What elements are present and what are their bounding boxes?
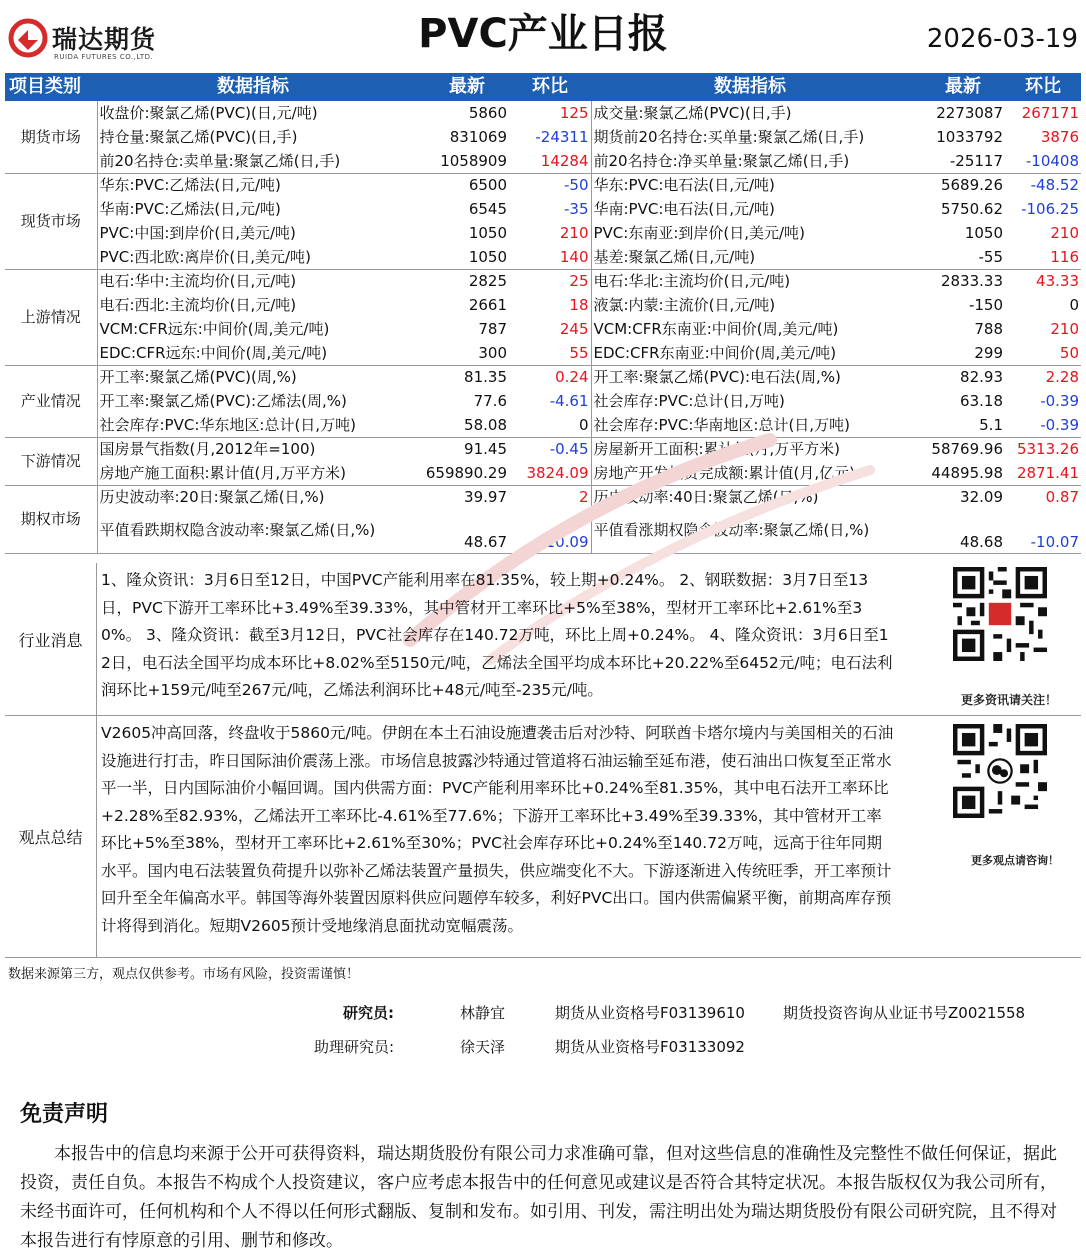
indicator-name-right: 期货前20名持仓:买单量:聚氯乙烯(日,手) [593, 128, 865, 146]
indicator-name-left: 历史波动率:20日:聚氯乙烯(日,%) [99, 488, 325, 507]
table-row [5, 509, 1081, 553]
assistant-name: 徐天泽 [460, 1038, 506, 1056]
industry-news-text: 1、隆众资讯：3月6日至12日，中国PVC产能利用率在81.35%，较上期+0.24%。 2、钢联数据：3月7日至13日，PVC下游开工率环比+3.49%至39.33%，其中管材开工率环比+5%至38%，型材开工率环比+2.61%至30%。 3、隆众资讯：截至3月12日，PVC社会库存在140.72万吨，环比上周+0.24%。 4、隆众资讯：3月6日至12日，电石法全国平均成本环比+8.02%至5150元/吨，乙烯法全国平均成本环比+20.22%至6452元/吨；电石法利润环比+159元/吨至267元/吨，乙烯法利润环比+48元/吨至-235元/吨。 [101, 571, 893, 699]
table-row [5, 341, 1081, 365]
change-value-left: 55 [509, 341, 591, 365]
change-value-left: -0.45 [509, 437, 591, 461]
change-value-left: -35 [509, 197, 591, 221]
indicator-name-left: 电石:华中:主流均价(日,元/吨) [99, 272, 297, 291]
table-row [5, 125, 1081, 149]
change-value-left: 210 [509, 221, 591, 245]
latest-value-right: -25117 [909, 149, 1005, 173]
indicator-name-left: VCM:CFR远东:中间价(周,美元/吨) [99, 320, 330, 338]
latest-value-left: 1050 [468, 224, 507, 242]
header-latest-left: 最新 [409, 73, 509, 101]
change-value-right: 116 [1005, 245, 1081, 269]
latest-value-left: 1058909 [409, 149, 509, 173]
latest-value-right: 63.18 [960, 392, 1003, 410]
latest-value-left: 6500 [468, 176, 507, 195]
indicator-name-left: PVC:西北欧:离岸价(日,美元/吨) [97, 245, 409, 269]
indicator-name-right: 社会库存:PVC:总计(日,万吨) [593, 392, 785, 410]
latest-value-right: 58769.96 [931, 440, 1003, 459]
change-value-left: 140 [509, 245, 591, 269]
latest-value-left: 81.35 [464, 368, 507, 387]
change-value-left: -4.61 [509, 389, 591, 413]
latest-value-right: 44895.98 [909, 461, 1005, 485]
latest-value-left: 300 [409, 341, 509, 365]
indicator-name-left: 收盘价:聚氯乙烯(PVC)(日,元/吨) [99, 104, 318, 122]
researcher-row [0, 1002, 1086, 1024]
change-value-right: -0.39 [1040, 392, 1079, 410]
table-body [5, 101, 1081, 553]
researcher-consult-license: 期货投资咨询从业证书号Z0021558 [783, 1004, 1026, 1022]
latest-value-right: 82.93 [960, 368, 1003, 387]
change-value-left: 25 [509, 269, 591, 293]
table-row [5, 485, 1081, 509]
table-row [5, 365, 1081, 389]
indicator-name-right: EDC:CFR东南亚:中间价(周,美元/吨) [591, 341, 909, 365]
indicator-name-right: 华东:PVC:电石法(日,元/吨) [593, 176, 775, 195]
latest-value-left: 831069 [449, 128, 507, 146]
table-row [5, 317, 1081, 341]
change-value-left: 2 [509, 485, 591, 509]
indicator-name-left: 开工率:聚氯乙烯(PVC):乙烯法(周,%) [99, 392, 347, 410]
change-value-left: -24311 [509, 125, 591, 149]
researcher-license: 期货从业资格号F03139610 [555, 1004, 745, 1022]
latest-value-right: 5689.26 [940, 176, 1003, 195]
header-change-right: 环比 [1005, 73, 1081, 101]
change-value-right: 267171 [1021, 104, 1079, 122]
category-cell: 现货市场 [5, 173, 97, 269]
indicator-name-right: 历史波动率:40日:聚氯乙烯(日,%) [593, 488, 819, 507]
industry-news-section [5, 563, 1081, 716]
latest-value-right: 299 [909, 341, 1005, 365]
change-value-left: -50 [509, 173, 591, 197]
latest-value-right: -55 [909, 245, 1005, 269]
indicator-name-right: 房屋新开工面积:累计值(月,万平方米) [593, 440, 841, 459]
qr-caption-news: 更多资讯请关注！ [961, 693, 1058, 707]
indicator-name-right: PVC:东南亚:到岸价(日,美元/吨) [593, 224, 805, 242]
report-header [0, 0, 1086, 68]
change-value-left: 3824.09 [509, 461, 591, 485]
table-row [5, 389, 1081, 413]
header-indicator-left: 数据指标 [97, 73, 409, 101]
indicator-name-right: 基差:聚氯乙烯(日,元/吨) [591, 245, 909, 269]
indicator-name-right: 房地产开发投资完成额:累计值(月,亿元) [591, 461, 909, 485]
latest-value-left: 6545 [468, 200, 507, 218]
change-value-right: -0.39 [1005, 413, 1081, 437]
latest-value-right: 5750.62 [940, 200, 1003, 218]
header-change-left: 环比 [509, 73, 591, 101]
category-cell: 期权市场 [5, 485, 97, 553]
latest-value-right: 32.09 [960, 488, 1003, 507]
qr-code-icon[interactable] [953, 567, 1047, 661]
indicator-name-left: 电石:西北:主流均价(日,元/吨) [99, 296, 297, 314]
change-value-left: 14284 [509, 149, 591, 173]
indicator-name-left: 社会库存:PVC:华东地区:总计(日,万吨) [97, 413, 409, 437]
latest-value-left: 91.45 [464, 440, 507, 459]
indicator-name-right: 平值看涨期权隐含波动率:聚氯乙烯(日,%) [591, 509, 909, 553]
latest-value-left: 77.6 [473, 392, 507, 410]
latest-value-left: 58.08 [409, 413, 509, 437]
indicator-table [5, 73, 1081, 554]
header-category: 项目类别 [5, 73, 97, 101]
change-value-left: 0.24 [509, 365, 591, 389]
logo-en-text: RUIDA FUTURES CO.,LTD. [54, 53, 154, 61]
latest-value-left: 787 [478, 320, 507, 338]
header-indicator-right: 数据指标 [591, 73, 909, 101]
table-row [5, 221, 1081, 245]
researcher-name: 林静宜 [460, 1004, 506, 1022]
latest-value-right: 788 [974, 320, 1003, 338]
indicator-name-right: 前20名持仓:净买单量:聚氯乙烯(日,手) [591, 149, 909, 173]
assistant-license: 期货从业资格号F03133092 [555, 1038, 745, 1056]
latest-value-right: 48.68 [909, 509, 1005, 553]
indicator-name-left: 房地产施工面积:累计值(月,万平方米) [97, 461, 409, 485]
indicator-name-left: 前20名持仓:卖单量:聚氯乙烯(日,手) [97, 149, 409, 173]
change-value-right: -10408 [1005, 149, 1081, 173]
indicator-name-right: 开工率:聚氯乙烯(PVC):电石法(周,%) [593, 368, 841, 387]
category-cell: 下游情况 [5, 437, 97, 485]
disclaimer-title: 免责声明 [20, 1102, 109, 1127]
assistant-row [0, 1036, 1086, 1058]
latest-value-left: 659890.29 [409, 461, 509, 485]
indicator-name-left: 平值看跌期权隐含波动率:聚氯乙烯(日,%) [97, 509, 409, 553]
indicator-name-left: PVC:中国:到岸价(日,美元/吨) [99, 224, 296, 242]
indicator-name-right: 社会库存:PVC:华南地区:总计(日,万吨) [591, 413, 909, 437]
category-cell: 上游情况 [5, 269, 97, 365]
wechat-qr-code-icon[interactable] [953, 724, 1047, 818]
change-value-right: -48.52 [1030, 176, 1079, 195]
indicator-name-left: 国房景气指数(月,2012年=100) [99, 440, 316, 459]
latest-value-left: 5860 [468, 104, 507, 122]
table-row [5, 437, 1081, 461]
report-date: 2026-03-19 [926, 24, 1078, 54]
view-summary-label: 观点总结 [5, 716, 97, 957]
indicator-name-left: EDC:CFR远东:中间价(周,美元/吨) [97, 341, 409, 365]
logo-cn-text: 瑞达期货 [52, 25, 157, 54]
change-value-right: 3876 [1040, 128, 1079, 146]
table-row [5, 101, 1081, 125]
latest-value-right: 2273087 [936, 104, 1003, 122]
latest-value-right: -150 [968, 296, 1003, 314]
change-value-right: 43.33 [1036, 272, 1079, 291]
change-value-right: -106.25 [1021, 200, 1079, 218]
latest-value-left: 2661 [468, 296, 507, 314]
indicator-name-left: 持仓量:聚氯乙烯(PVC)(日,手) [99, 128, 298, 146]
change-value-left: -10.09 [509, 509, 591, 553]
latest-value-left: 48.67 [409, 509, 509, 553]
header-latest-right: 最新 [909, 73, 1005, 101]
view-summary-section [5, 716, 1081, 958]
latest-value-right: 5.1 [909, 413, 1005, 437]
indicator-name-right: 液氯:内蒙:主流价(日,元/吨) [593, 296, 776, 314]
report-title: PVC产业日报 [418, 11, 668, 57]
latest-value-left: 1050 [409, 245, 509, 269]
researcher-label: 研究员: [343, 1004, 394, 1022]
latest-value-left: 39.97 [464, 488, 507, 507]
change-value-right: 210 [1050, 320, 1079, 338]
change-value-right: 0 [1069, 296, 1079, 314]
data-source-note: 数据来源第三方，观点仅供参考。市场有风险，投资需谨慎！ [8, 967, 360, 982]
table-row [5, 245, 1081, 269]
table-row [5, 293, 1081, 317]
category-cell: 产业情况 [5, 365, 97, 437]
table-row [5, 413, 1081, 437]
category-cell: 期货市场 [5, 101, 97, 173]
indicator-name-right: 华南:PVC:电石法(日,元/吨) [593, 200, 775, 218]
change-value-right: -10.07 [1005, 509, 1081, 553]
table-row [5, 197, 1081, 221]
latest-value-left: 2825 [468, 272, 507, 291]
view-summary-text: V2605冲高回落，终盘收于5860元/吨。伊朗在本土石油设施遭袭击后对沙特、阿联酋卡塔尔境内与美国相关的石油设施进行打击，昨日国际油价震荡上涨。市场信息披露沙特通过管道将石油运输至延布港，使石油出口恢复至正常水平一半，日内国际油价小幅回调。国内供需方面：PVC产能利用率环比+0.24%至81.35%，其中电石法开工率环比+2.28%至82.93%，乙烯法开工率环比-4.61%至77.6%；下游开工率环比+3.49%至39.33%，其中管材开工率环比+5%至38%，型材开工率环比+2.61%至30%；PVC社会库存环比+0.24%至140.72万吨，远高于往年同期水平。国内电石法装置负荷提升以弥补乙烯法装置产量损失，供应端变化不大。下游逐渐进入传统旺季，开工率预计回升至全年偏高水平。韩国等海外装置因原料供应问题停车较多，利好PVC出口。国内供需偏紧平衡，前期高库存预计将得到消化。短期V2605预计受地缘消息面扰动宽幅震荡。 [101, 724, 894, 935]
industry-news-label: 行业消息 [5, 563, 97, 715]
indicator-name-right: 电石:华北:主流均价(日,元/吨) [593, 272, 791, 291]
indicator-name-left: 开工率:聚氯乙烯(PVC)(周,%) [99, 368, 297, 387]
change-value-right: 210 [1050, 224, 1079, 242]
table-row [5, 149, 1081, 173]
indicator-name-right: 成交量:聚氯乙烯(PVC)(日,手) [593, 104, 792, 122]
table-row [5, 461, 1081, 485]
indicator-name-left: 华东:PVC:乙烯法(日,元/吨) [99, 176, 281, 195]
latest-value-right: 1050 [964, 224, 1003, 242]
indicator-name-right: VCM:CFR东南亚:中间价(周,美元/吨) [593, 320, 839, 338]
change-value-right: 2.28 [1045, 368, 1079, 387]
change-value-right: 2871.41 [1005, 461, 1081, 485]
change-value-left: 125 [509, 101, 591, 125]
change-value-left: 18 [509, 293, 591, 317]
change-value-left: 245 [509, 317, 591, 341]
indicator-name-left: 华南:PVC:乙烯法(日,元/吨) [99, 200, 281, 218]
change-value-right: 50 [1005, 341, 1081, 365]
assistant-label: 助理研究员: [313, 1038, 394, 1056]
disclaimer-text: 本报告中的信息均来源于公开可获得资料，瑞达期货股份有限公司力求准确可靠，但对这些信息的准确性及完整性不做任何保证，据此投资，责任自负。本报告不构成个人投资建议，客户应考虑本报告中的任何意见或建议是否符合其特定状况。本报告版权仅为我公司所有，未经书面许可，任何机构和个人不得以任何形式翻版、复制和发布。如引用、刊发，需注明出处为瑞达期货股份有限公司研究院，且不得对本报告进行有悖原意的引用、删节和修改。 [20, 1144, 1057, 1251]
latest-value-right: 1033792 [936, 128, 1003, 146]
latest-value-right: 2833.33 [940, 272, 1003, 291]
qr-caption-views: 更多观点请咨询！ [971, 854, 1059, 867]
table-row [5, 173, 1081, 197]
change-value-right: 0.87 [1045, 488, 1079, 507]
table-header-row [5, 73, 1081, 101]
change-value-right: 5313.26 [1016, 440, 1079, 459]
change-value-left: 0 [509, 413, 591, 437]
table-row [5, 269, 1081, 293]
